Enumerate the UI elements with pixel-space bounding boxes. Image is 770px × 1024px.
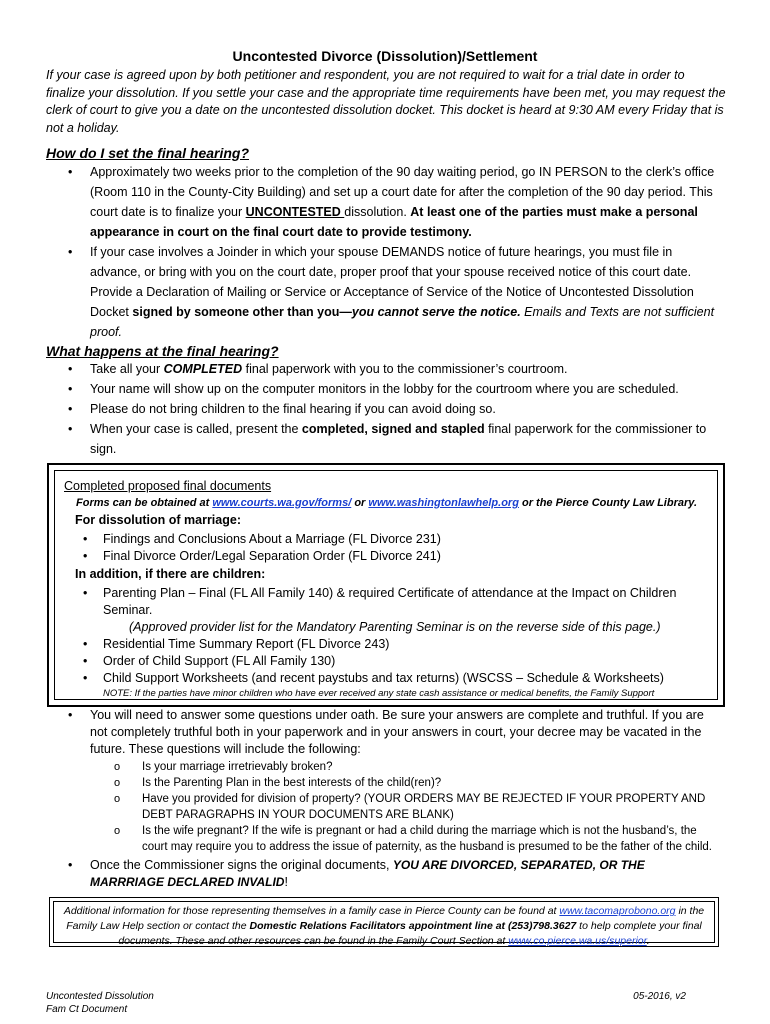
section-heading-set-hearing: How do I set the final hearing?: [46, 145, 250, 161]
forms-source-line: Forms can be obtained at www.courts.wa.gov/forms/ or www.washingtonlawhelp.org or the Pierce County Law Library.: [76, 497, 698, 509]
list-item: • Findings and Conclusions About a Marriage (FL Divorce 231): [61, 531, 701, 548]
section-heading-final-hearing: What happens at the final hearing?: [46, 343, 279, 359]
list-item: • You will need to answer some questions under oath. Be sure your answers are complete and truthful. If you are not completely truthful both in your paperwork and in your answers in court, your decree may be vacated in the future. These questions will include the following:: [46, 707, 722, 758]
set-hearing-list: [46, 162, 722, 342]
footer-left: [46, 990, 154, 1016]
testimony-questions-list: [114, 759, 724, 855]
list-item: • Child Support Worksheets (and recent paystubs and tax returns) (WSCSS – Schedule & Worksheets): [61, 670, 701, 687]
intro-paragraph: If your case is agreed upon by both petitioner and respondent, you are not required to wait for a trial date in order to finalize your dissolution. If you settle your case and the appropriate time requirements have been met, you may request the clerk of court to give you a date on the uncontested dissolution docket. This docket is heard at 9:30 AM every Friday that is not a holiday.: [46, 68, 726, 135]
marriage-heading: For dissolution of marriage:: [75, 513, 241, 527]
list-item: • Order of Child Support (FL All Family 130): [61, 653, 701, 670]
list-item: o Is the wife pregnant? If the wife is pregnant or had a child during the marriage which is not the husband’s, the court may require you to address the issue of paternity, as the husband is presumed to be the father of the child.: [114, 823, 724, 855]
children-docs-list: [61, 585, 701, 687]
list-item: • Final Divorce Order/Legal Separation Order (FL Divorce 241): [61, 548, 701, 565]
final-hearing-list: [46, 359, 722, 459]
list-item: • Once the Commissioner signs the original documents, YOU ARE DIVORCED, SEPARATED, OR THE MARRRIAGE DECLARED INVALID!: [46, 857, 722, 891]
list-item: o Is the Parenting Plan in the best interests of the child(ren)?: [114, 775, 724, 791]
box-heading: Completed proposed final documents: [64, 479, 272, 493]
seminar-note: (Approved provider list for the Mandatory Parenting Seminar is on the reverse side of this page.): [129, 620, 661, 634]
tacomaprobono-link[interactable]: www.tacomaprobono.org: [559, 905, 676, 917]
divorce-granted-list: [46, 857, 722, 891]
marriage-docs-list: [61, 531, 701, 565]
footer-doc-name: Uncontested Dissolution: [46, 991, 154, 1002]
list-item: • Parenting Plan – Final (FL All Family 140) & required Certificate of attendance at the Impact on Children Seminar. (Approved provider list for the Mandatory Parenting Seminar is on the reverse side of this page.): [61, 585, 701, 636]
page-title: Uncontested Divorce (Dissolution)/Settlement: [232, 48, 538, 64]
list-item: o Have you provided for division of property? (YOUR ORDERS MAY BE REJECTED IF YOUR PROPERTY AND DEBT PARAGRAPHS IN YOUR DOCUMENTS ARE BLANK): [114, 791, 724, 823]
courts-forms-link[interactable]: www.courts.wa.gov/forms/: [212, 497, 352, 509]
list-item: • Residential Time Summary Report (FL Divorce 243): [61, 636, 701, 653]
list-item: • Take all your COMPLETED final paperwork with you to the commissioner’s courtroom.: [46, 359, 722, 379]
footer-doc-type: Fam Ct Document: [46, 1004, 128, 1015]
footer-version: 05-2016, v2: [633, 991, 686, 1002]
list-item: • Please do not bring children to the final hearing if you can avoid doing so.: [46, 399, 722, 419]
list-item: • Approximately two weeks prior to the completion of the 90 day waiting period, go IN PERSON to the clerk’s office (Room 110 in the County-City Building) and set up a court date for after the completion of the 90 day period. This court date is to finalize your UNCONTESTED dissolution. At least one of the parties must make a personal appearance in court on the final court date to provide testimony.: [46, 162, 722, 242]
final-documents-box-inner: [54, 470, 718, 700]
washingtonlawhelp-link[interactable]: www.washingtonlawhelp.org: [368, 497, 519, 509]
final-documents-box: [47, 463, 725, 707]
list-item: o Is your marriage irretrievably broken?: [114, 759, 724, 775]
additional-info-text: Additional information for those representing themselves in a family case in Pierce County can be found at www.tacomaprobono.org in the Family Law Help section or contact the Domestic Relations Facilitators appointment line at (253)798.3627 to help complete your final documents. These and other resources can be found in the Family Court Section at www.co.pierce.wa.us/superior.: [53, 901, 715, 943]
children-heading: In addition, if there are children:: [75, 567, 266, 581]
testimony-list: [46, 707, 722, 758]
additional-info-box: [49, 897, 719, 947]
family-support-note: NOTE: If the parties have minor children who have ever received any state cash assistance or medical benefits, the Family Support: [103, 688, 655, 699]
pierce-superior-link[interactable]: www.co.pierce.wa.us/superior: [508, 935, 647, 947]
list-item: • Your name will show up on the computer monitors in the lobby for the courtroom where you are scheduled.: [46, 379, 722, 399]
list-item: • When your case is called, present the completed, signed and stapled final paperwork for the commissioner to sign.: [46, 419, 722, 459]
list-item: • If your case involves a Joinder in which your spouse DEMANDS notice of future hearings, you must file in advance, or bring with you on the court date, proper proof that your spouse received notice of this court date. Provide a Declaration of Mailing or Service or Acceptance of Service of the Notice of Uncontested Dissolution Docket signed by someone other than you—you cannot serve the notice. Emails and Texts are not sufficient proof.: [46, 242, 722, 342]
